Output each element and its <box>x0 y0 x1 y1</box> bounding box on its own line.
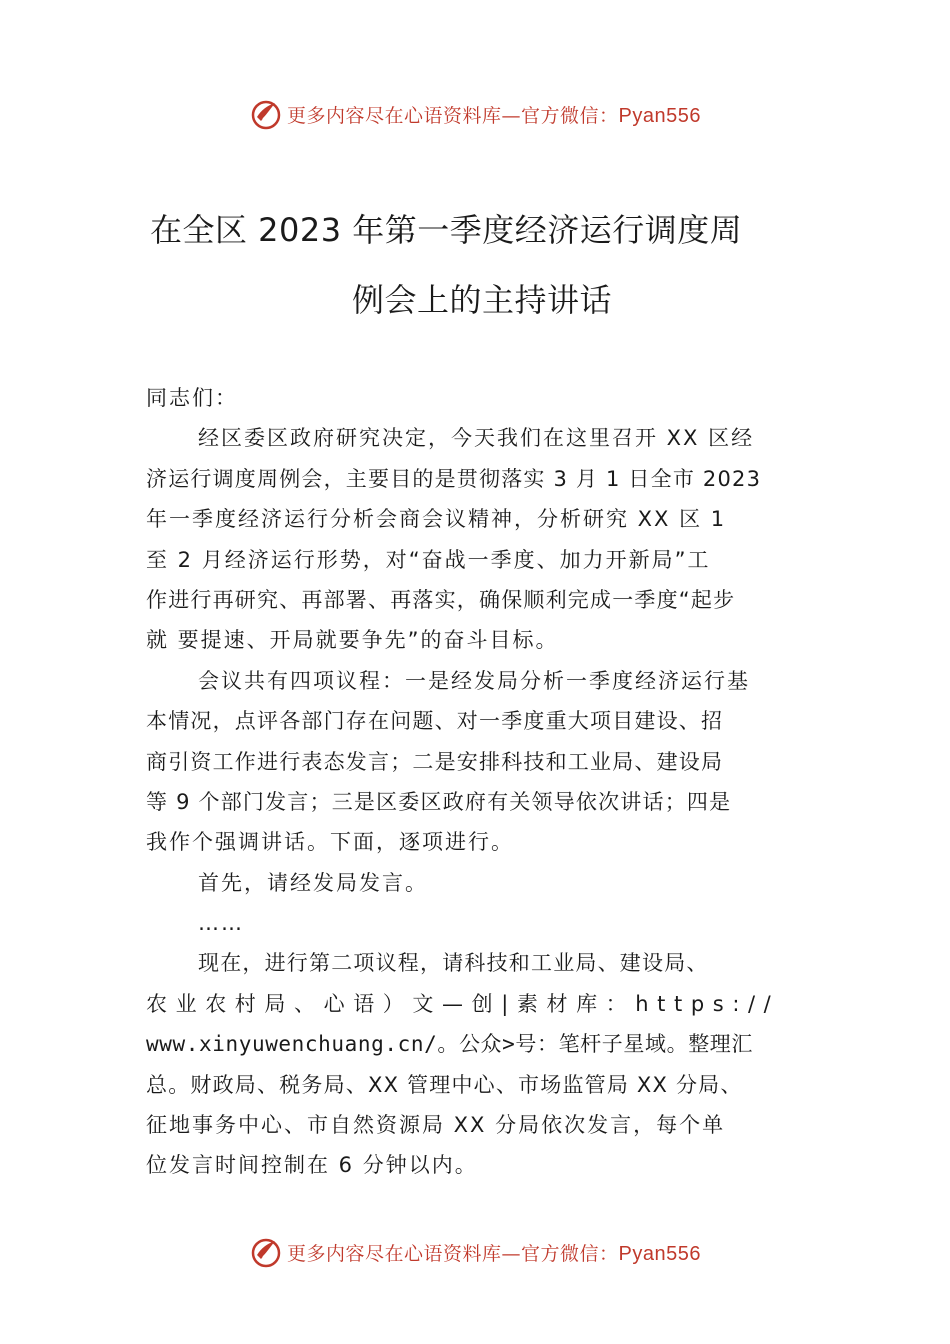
paragraph-line: 总。财政局、税务局、XX 管理中心、市场监管局 XX 分局、 <box>146 1072 743 1097</box>
paragraph-line: 作进行再研究、再部署、再落实，确保顺利完成一季度“起步 <box>146 587 736 612</box>
header-banner <box>0 94 950 134</box>
salutation: 同志们： <box>146 386 238 410</box>
paragraph-line: 位发言时间控制在 6 分钟以内。 <box>146 1153 478 1178</box>
document-title-line-1: 在全区 2023 年第一季度经济运行调度周 <box>150 211 743 249</box>
logo-icon <box>249 1235 283 1269</box>
paragraph-line: 至 2 月经济运行形势，对“奋战一季度、加力开新局”工 <box>146 547 711 572</box>
paragraph-line: …… <box>198 911 244 936</box>
paragraph-line: 征地事务中心、市自然资源局 XX 分局依次发言，每个单 <box>146 1113 726 1138</box>
footer-banner <box>0 1232 950 1272</box>
banner-text: 更多内容尽在心语资料库—官方微信：Pyan556 <box>287 104 701 127</box>
paragraph-line: 农业农村局、心语）文—创|素材库：https:// <box>146 991 780 1016</box>
document-body <box>146 378 808 1186</box>
logo-icon <box>249 97 283 131</box>
paragraph-line: 年一季度经济运行分析会商会议精神，分析研究 XX 区 1 <box>146 507 727 532</box>
paragraph-line: 会议共有四项议程：一是经发局分析一季度经济运行基 <box>198 668 750 693</box>
banner-text: 更多内容尽在心语资料库—官方微信：Pyan556 <box>287 1242 701 1265</box>
paragraph-line: www.xinyuwenchuang.cn/。公众>号：笔杆子星域。整理汇 <box>146 1032 753 1057</box>
paragraph-line: 我作个强调讲话。下面，逐项进行。 <box>146 830 514 855</box>
paragraph-line: 首先，请经发局发言。 <box>198 870 428 895</box>
paragraph-line: 现在，进行第二项议程，请科技和工业局、建设局、 <box>198 951 709 976</box>
wechat-id: Pyan556 <box>618 1242 701 1265</box>
paragraph-line: 商引资工作进行表态发言；二是安排科技和工业局、建设局 <box>146 749 724 774</box>
paragraph-line: 等 9 个部门发言；三是区委区政府有关领导依次讲话；四是 <box>146 789 732 814</box>
paragraph-line: 本情况，点评各部门存在问题、对一季度重大项目建设、招 <box>146 709 724 734</box>
document-title-line-2: 例会上的主持讲话 <box>352 281 613 319</box>
paragraph-line: 就 要提速、开局就要争先”的奋斗目标。 <box>146 628 559 653</box>
wechat-id: Pyan556 <box>618 104 701 127</box>
paragraph-line: 济运行调度周例会，主要目的是贯彻落实 3 月 1 日全市 2023 <box>146 466 762 491</box>
paragraph-line: 经区委区政府研究决定，今天我们在这里召开 XX 区经 <box>198 426 755 451</box>
